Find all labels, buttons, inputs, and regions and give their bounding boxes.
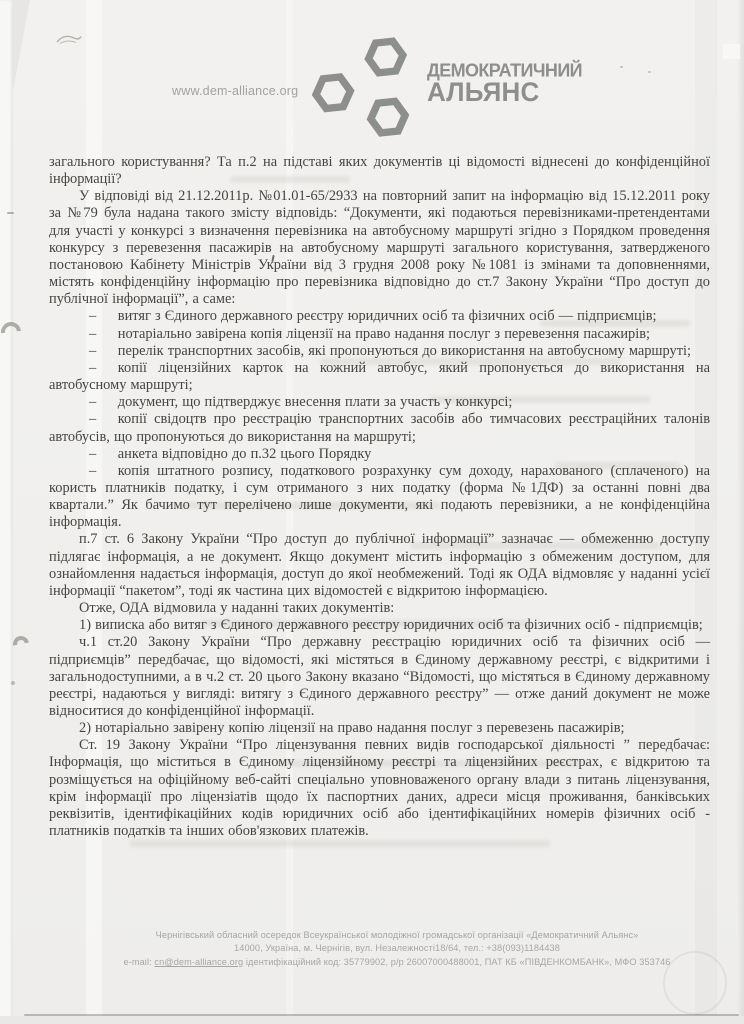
- footer-contact-line: [50, 956, 744, 969]
- footer-address-line: 14000, Україна, м. Чернігів, вул. Незалежності18/64, тел.: +38(093)1184438: [234, 943, 560, 954]
- hexagon-logo-icon: [300, 29, 417, 151]
- pen-crescent-mark: [10, 633, 32, 655]
- scan-right-edge: [737, 0, 744, 1024]
- list-item: – анкета відповідно до п.32 цього Порядку: [89, 445, 372, 462]
- org-name-line2: АЛЬЯНС: [427, 76, 540, 108]
- scan-bottom-shade: [0, 1016, 744, 1024]
- list-item: – копії свідоцтв про реєстрацію транспортних засобів або тимчасових реєстраційних талонів автобусів, що пропонуються до використання на маршруті;: [49, 411, 710, 445]
- list-item: – перелік транспортних засобів, які пропонуються до використання на автобусному маршруті;: [89, 342, 691, 359]
- org-logotype: [427, 59, 582, 108]
- footer-email-label: e-mail:: [123, 956, 155, 967]
- scan-notch: [723, 44, 740, 59]
- paragraph: У відповіді від 21.12.2011р. №01.01-65/2933 на повторний запит на інформацію від 15.12.2011 року за №79 була надана такого змісту відповідь: “Документи, які подаються перевізниками-претендентами для участі у конкурсі з визначення перевізника на автобусному маршруті згідно з Порядком проведення конкурсу з перевезення пасажирів на автобусному маршруті загального користування, затвердженого постановою Кабінету Міністрів України від 3 грудня 2008 року №1081 із змінами та доповненнями, містять конфіденційну інформацію про перевізника відповідно до ст.7 Закону України “Про доступ до публічної інформації”, а саме:: [49, 188, 710, 308]
- paragraph: Ст. 19 Закону України “Про ліцензування певних видів господарської діяльності ” передбачає: Інформація, що міститься в Єдиному ліцензійному реєстрі та ліцензійних реєстрах, є відкритою та розміщується на офіційному веб-сайті спеціально уповноваженого органу влади з питань ліцензування, крім інформації про ліцензіатів щодо їх паспортних даних, адреси місця проживання, банківських реквізитів, ідентифікаційних кодів юридичних осіб або ідентифікаційних номерів фізичних осіб - платників податків та інших обов'язкових платежів.: [49, 737, 710, 840]
- scan-left-edge: [0, 0, 13, 1024]
- scan-speck: [648, 71, 651, 73]
- list-item: – документ, що підтверджує внесення плати за участь у конкурсі;: [89, 394, 513, 411]
- list-item: – копія штатного розпису, податкового розрахунку сум доходу, нарахованого (сплаченого) на користь платників податку, і сум отриманого з них податку (форма №1ДФ) за останні повні два квартали.” Як бачимо тут перелічено лише документи, які подають перевізники, а не конфіденційна інформація.: [49, 462, 710, 531]
- faint-page-stamp: [663, 951, 727, 1015]
- footer-email: cn@dem-alliance.org: [154, 956, 244, 967]
- letterhead-footer: [50, 929, 744, 969]
- paragraph: 2) нотаріально завірену копію ліцензії на право надання послуг з перевезень пасажирів;: [79, 720, 625, 737]
- scan-speck: [11, 681, 15, 685]
- paragraph: п.7 ст. 6 Закону України “Про доступ до публічної інформації” зазначає — обмеженню доступу підлягає інформація, а не документ. Якщо документ містить інформацію з обмеженим доступом, для ознайомлення надається інформація, доступ до якої необмежений. Тоді як ОДА відмовляє у наданні усієї інформації “пакетом”, тоді як частина цих відомостей є відкритою інформацією.: [49, 531, 710, 599]
- paragraph: ч.1 ст.20 Закону України “Про державну реєстрацію юридичних осіб та фізичних осіб — підприємців” передбачає, що відомості, які містяться в Єдиному державному реєстрі, є відкритими і загальнодоступними, а в ч.2 ст. 20 цього Закону вказано “Відомості, що містяться в Єдиному державному реєстрі, надаються у вигляді: витягу з Єдиного державного реєстру” — отже даний документ не може відноситися до конфіденційної інформації.: [49, 634, 710, 719]
- list-item: – копії ліцензійних карток на кожний автобус, який пропонується до використання на автобусному маршруті;: [49, 359, 710, 394]
- paragraph: Отже, ОДА відмовила у наданні таких документів:: [79, 600, 395, 617]
- paragraph: 1) виписка або витяг з Єдиного державного реєстру юридичних осіб та фізичних осіб - підприємців;: [79, 617, 703, 634]
- website-url: www.dem-alliance.org: [172, 84, 299, 98]
- footer-org-line: Чернігівський обласний осередок Всеукраїнської молодіжної громадської організації «Демократичний Альянс»: [155, 930, 639, 940]
- pen-scribble-mark: [55, 32, 83, 48]
- scan-speck: [7, 212, 14, 214]
- scan-speck: [620, 66, 623, 68]
- paragraph: загального користування? Та п.2 на підставі яких документів ці відомості віднесені до конфіденційної інформації?: [49, 154, 710, 188]
- letter-body: [49, 154, 710, 840]
- footer-registration-info: ідентифікаційний код: 35779902, р/р 26007000488001, ПАТ КБ «ПІВДЕНКОМБАНК», МФО 353746: [243, 956, 671, 967]
- list-item: – нотаріально завірена копія ліцензії на право надання послуг з перевезення пасажирів;: [89, 325, 651, 342]
- org-name-line1: ДЕМОКРАТИЧНИЙ: [427, 59, 582, 81]
- list-item: – витяг з Єдиного державного реєстру юридичних осіб та фізичних осіб — підприємців;: [89, 308, 657, 325]
- ink-bleed-mark: [130, 840, 550, 847]
